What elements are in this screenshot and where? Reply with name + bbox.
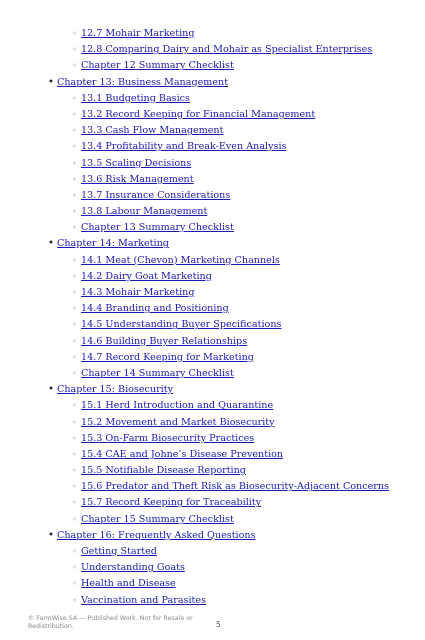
toc-section-link[interactable]: 13.4 Profitability and Break-Even Analysis xyxy=(81,141,287,153)
toc-section-item xyxy=(0,593,425,609)
toc-section-item xyxy=(0,512,425,528)
toc-section-link[interactable]: 13.7 Insurance Considerations xyxy=(81,189,231,201)
bullet-icon: • xyxy=(48,384,54,396)
hollow-bullet-icon: ◦ xyxy=(72,304,77,314)
bullet-icon: • xyxy=(48,529,54,541)
hollow-bullet-icon: ◦ xyxy=(72,352,77,362)
toc-section-item xyxy=(0,560,425,576)
hollow-bullet-icon: ◦ xyxy=(72,288,77,297)
toc-section-item xyxy=(0,479,425,495)
hollow-bullet-icon: ◦ xyxy=(72,61,77,71)
toc-section-link[interactable]: Chapter 15 Summary Checklist xyxy=(81,513,234,525)
hollow-bullet-icon: ◦ xyxy=(72,190,77,200)
toc-section-link[interactable]: 15.1 Herd Introduction and Quarantine xyxy=(81,400,274,412)
page-number: 5 xyxy=(216,620,221,629)
toc-section-item xyxy=(0,156,425,172)
hollow-bullet-icon: ◦ xyxy=(72,368,77,378)
toc-section-item xyxy=(0,91,425,107)
toc-section-item xyxy=(0,220,425,236)
bullet-icon: • xyxy=(48,76,54,88)
hollow-bullet-icon: ◦ xyxy=(72,174,77,184)
toc-section-link[interactable]: 14.6 Building Buyer Relationships xyxy=(81,335,248,347)
toc-chapter-item xyxy=(0,75,425,91)
hollow-bullet-icon: ◦ xyxy=(72,271,77,281)
hollow-bullet-icon: ◦ xyxy=(72,320,77,330)
toc-section-link[interactable]: 13.5 Scaling Decisions xyxy=(81,157,192,169)
toc-section-link[interactable]: 15.3 On-Farm Biosecurity Practices xyxy=(81,432,255,444)
hollow-bullet-icon: ◦ xyxy=(72,207,77,217)
hollow-bullet-icon: ◦ xyxy=(72,433,77,443)
hollow-bullet-icon: ◦ xyxy=(72,595,77,605)
toc-chapter-item xyxy=(0,382,425,398)
toc-section-link[interactable]: 14.4 Branding and Positioning xyxy=(81,303,229,315)
toc-section-item xyxy=(0,350,425,366)
toc-section-link[interactable]: 13.6 Risk Management xyxy=(81,173,194,185)
toc-section-item xyxy=(0,42,425,58)
toc-section-item xyxy=(0,495,425,511)
bullet-icon: • xyxy=(48,238,54,250)
hollow-bullet-icon: ◦ xyxy=(72,417,77,427)
hollow-bullet-icon: ◦ xyxy=(72,45,77,55)
toc-section-link[interactable]: 12.7 Mohair Marketing xyxy=(81,28,195,39)
toc-section-link[interactable]: 12.8 Comparing Dairy and Mohair as Specialist Enterprises xyxy=(81,44,373,56)
toc-section-item xyxy=(0,123,425,139)
toc-section-link[interactable]: 15.6 Predator and Theft Risk as Biosecurity-Adjacent Concerns xyxy=(81,481,389,493)
toc-chapter-link[interactable]: Chapter 16: Frequently Asked Questions xyxy=(57,529,256,541)
toc-section-item xyxy=(0,544,425,560)
toc-section-link[interactable]: Chapter 14 Summary Checklist xyxy=(81,367,234,379)
toc-section-item xyxy=(0,431,425,447)
toc-section-item xyxy=(0,172,425,188)
toc-section-item xyxy=(0,463,425,479)
toc-section-link[interactable]: 15.7 Record Keeping for Traceability xyxy=(81,497,262,509)
toc-section-item xyxy=(0,576,425,592)
toc-section-link[interactable]: 15.4 CAE and Johne’s Disease Prevention xyxy=(81,448,284,460)
hollow-bullet-icon: ◦ xyxy=(72,336,77,346)
toc-section-link[interactable]: 13.3 Cash Flow Management xyxy=(81,125,224,137)
hollow-bullet-icon: ◦ xyxy=(72,255,77,265)
toc-section-link[interactable]: 14.7 Record Keeping for Marketing xyxy=(81,351,254,363)
hollow-bullet-icon: ◦ xyxy=(72,547,77,556)
toc-section-link[interactable]: 14.2 Dairy Goat Marketing xyxy=(81,270,212,282)
toc-section-item xyxy=(0,398,425,414)
toc-section-item xyxy=(0,269,425,285)
toc-chapter-link[interactable]: Chapter 15: Biosecurity xyxy=(57,384,174,396)
toc-section-item xyxy=(0,204,425,220)
toc-section-item xyxy=(0,188,425,204)
footer-copyright: © FarmWise SA — Published Work. Not for Resale or Redistribution. xyxy=(28,615,193,630)
toc-section-item xyxy=(0,334,425,350)
toc-section-link[interactable]: 13.2 Record Keeping for Financial Management xyxy=(81,108,316,120)
toc-section-item xyxy=(0,285,425,301)
hollow-bullet-icon: ◦ xyxy=(72,158,77,168)
toc-section-link[interactable]: 14.3 Mohair Marketing xyxy=(81,287,195,298)
toc-section-link[interactable]: 13.8 Labour Management xyxy=(81,206,208,218)
toc-section-link[interactable]: Chapter 13 Summary Checklist xyxy=(81,222,234,234)
toc-section-item xyxy=(0,58,425,74)
toc-section-item xyxy=(0,253,425,269)
toc-section-link[interactable]: Chapter 12 Summary Checklist xyxy=(81,60,234,72)
hollow-bullet-icon: ◦ xyxy=(72,466,77,476)
toc-chapter-item xyxy=(0,236,425,252)
table-of-contents xyxy=(0,26,425,609)
hollow-bullet-icon: ◦ xyxy=(72,482,77,492)
hollow-bullet-icon: ◦ xyxy=(72,563,77,573)
hollow-bullet-icon: ◦ xyxy=(72,29,77,38)
hollow-bullet-icon: ◦ xyxy=(72,93,77,103)
toc-section-item xyxy=(0,107,425,123)
toc-section-link[interactable]: 14.5 Understanding Buyer Specifications xyxy=(81,319,282,331)
toc-section-link[interactable]: Vaccination and Parasites xyxy=(81,594,206,606)
toc-chapter-link[interactable]: Chapter 14: Marketing xyxy=(57,238,169,250)
hollow-bullet-icon: ◦ xyxy=(72,579,77,589)
toc-section-link[interactable]: Understanding Goats xyxy=(81,562,185,574)
toc-section-item xyxy=(0,366,425,382)
hollow-bullet-icon: ◦ xyxy=(72,514,77,524)
toc-section-link[interactable]: 15.5 Notifiable Disease Reporting xyxy=(81,465,246,477)
toc-section-item xyxy=(0,415,425,431)
toc-section-item xyxy=(0,317,425,333)
hollow-bullet-icon: ◦ xyxy=(72,109,77,119)
toc-section-item xyxy=(0,447,425,463)
hollow-bullet-icon: ◦ xyxy=(72,401,77,411)
toc-chapter-item xyxy=(0,528,425,544)
toc-section-item xyxy=(0,301,425,317)
toc-section-link[interactable]: 15.2 Movement and Market Biosecurity xyxy=(81,416,275,428)
toc-section-link[interactable]: Health and Disease xyxy=(81,578,176,590)
toc-section-link[interactable]: 13.1 Budgeting Basics xyxy=(81,92,190,104)
toc-section-link[interactable]: 14.1 Meat (Chevon) Marketing Channels xyxy=(81,254,280,266)
hollow-bullet-icon: ◦ xyxy=(72,126,77,136)
hollow-bullet-icon: ◦ xyxy=(72,498,77,508)
toc-section-item xyxy=(0,139,425,155)
toc-section-item xyxy=(0,26,425,42)
toc-section-link[interactable]: Getting Started xyxy=(81,546,157,557)
toc-chapter-link[interactable]: Chapter 13: Business Management xyxy=(57,76,229,88)
hollow-bullet-icon: ◦ xyxy=(72,223,77,233)
hollow-bullet-icon: ◦ xyxy=(72,142,77,152)
hollow-bullet-icon: ◦ xyxy=(72,449,77,459)
